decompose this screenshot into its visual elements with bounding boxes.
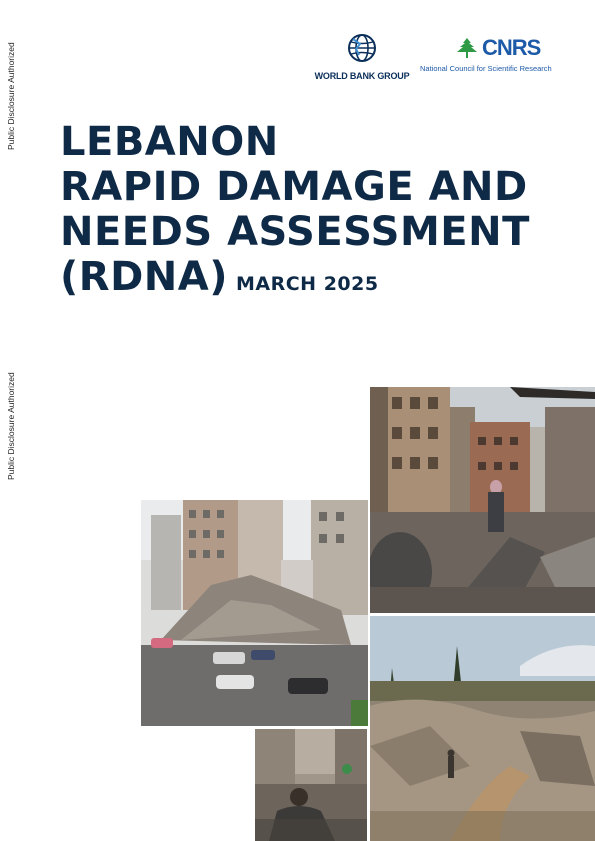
city-intersection-rubble-photo (141, 500, 368, 726)
countryside-rubble-field-photo (370, 616, 595, 841)
title-line: RAPID DAMAGE AND (60, 164, 528, 210)
disclosure-label: Public Disclosure Authorized (6, 372, 16, 480)
title-line-last: (RDNA) MARCH 2025 (60, 254, 379, 300)
cnrs-subtitle: National Council for Scientific Research (420, 64, 552, 73)
cnrs-wordmark: CNRS (482, 35, 541, 60)
disclosure-label: Public Disclosure Authorized (6, 42, 16, 150)
cedar-icon (454, 37, 480, 59)
destroyed-apartment-street-photo (370, 387, 595, 613)
title-line: LEBANON (60, 119, 279, 165)
globe-icon (347, 33, 377, 63)
title-line: NEEDS ASSESSMENT (60, 209, 530, 255)
man-in-ruins-photo (255, 729, 367, 841)
report-date: MARCH 2025 (236, 273, 379, 295)
report-title (60, 120, 530, 307)
world-bank-wordmark: WORLD BANK GROUP (314, 71, 410, 81)
cnrs-mark (454, 35, 565, 61)
cnrs-logo (420, 35, 565, 73)
world-bank-logo (312, 33, 412, 81)
